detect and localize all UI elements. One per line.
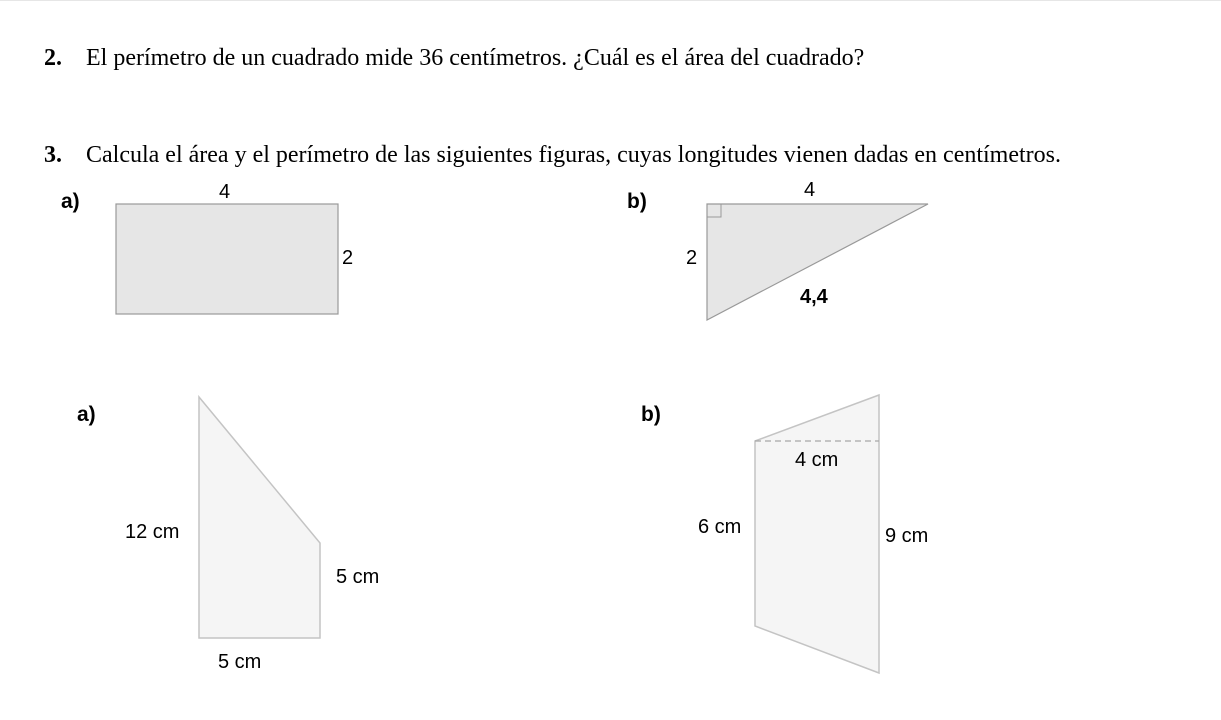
trapezoid-a-part-label: a) <box>77 403 96 426</box>
trapezoid-a-shape <box>199 397 320 638</box>
rectangle-height-label: 2 <box>342 247 354 269</box>
trapezoid-a-left-label: 12 cm <box>125 521 180 543</box>
trapezoid-b-left-label: 6 cm <box>698 516 742 538</box>
trapezoid-a-right-label: 5 cm <box>336 566 380 588</box>
triangle-part-label: b) <box>627 190 647 213</box>
rectangle-shape <box>116 204 338 314</box>
question-3-text: Calcula el área y el perímetro de las siguientes figuras, cuyas longitudes vienen dadas en centímetros. <box>86 142 1061 168</box>
triangle-hypotenuse-label: 4,4 <box>800 286 828 308</box>
trapezoid-b-shape <box>755 395 879 673</box>
question-2-text: El perímetro de un cuadrado mide 36 centímetros. ¿Cuál es el área del cuadrado? <box>86 45 865 71</box>
question-3-number: 3. <box>44 142 62 168</box>
rectangle-part-label: a) <box>61 190 80 213</box>
question-2-number: 2. <box>44 45 62 71</box>
trapezoid-a-bottom-label: 5 cm <box>218 651 262 673</box>
trapezoid-b-part-label: b) <box>641 403 661 426</box>
rectangle-width-label: 4 <box>219 181 231 203</box>
triangle-top-label: 4 <box>804 179 816 201</box>
trapezoid-b-right-label: 9 cm <box>885 525 929 547</box>
triangle-left-label: 2 <box>686 247 698 269</box>
trapezoid-b-top-label: 4 cm <box>795 449 839 471</box>
